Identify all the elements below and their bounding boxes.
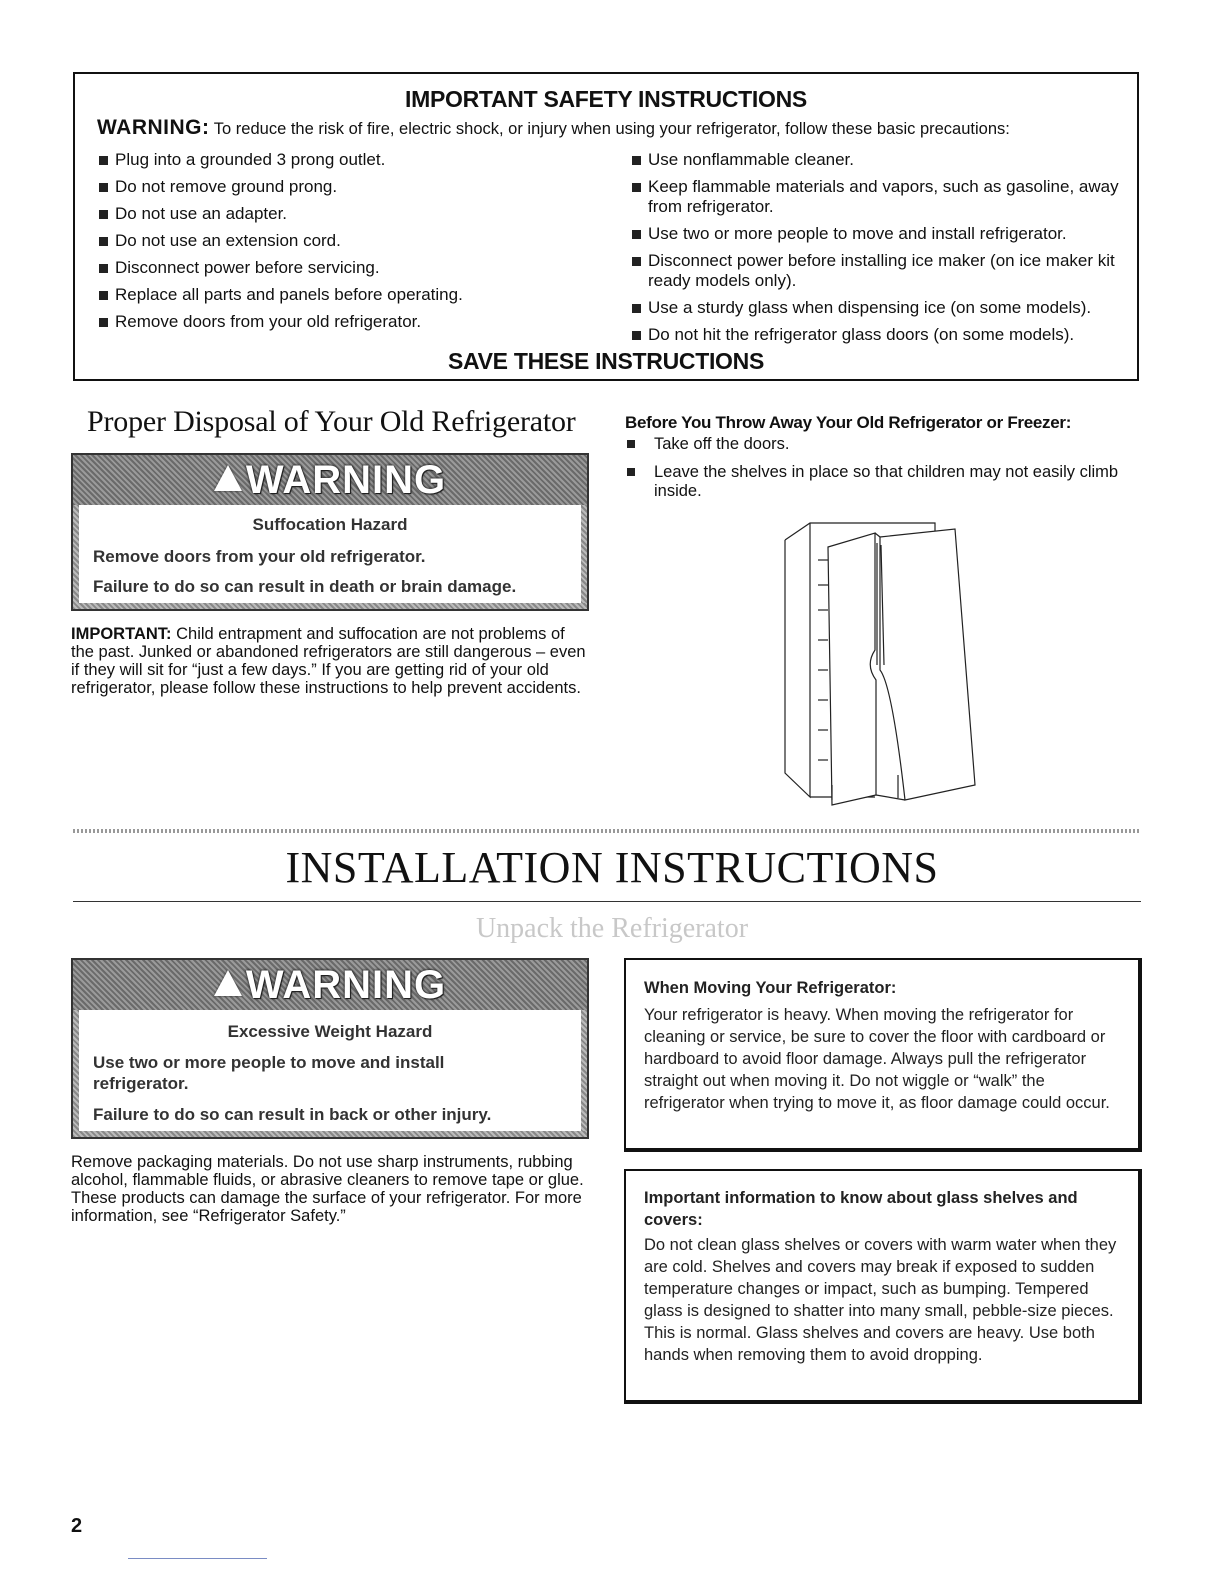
list-item: Take off the doors. [627, 435, 1137, 454]
bullet-square-icon [99, 183, 108, 192]
list-item: Do not use an extension cord. [97, 231, 617, 251]
bullet-square-icon [99, 237, 108, 246]
title-rule [73, 901, 1141, 902]
warning-banner [73, 455, 587, 505]
glass-title: Important information to know about glass shelves and covers: [644, 1189, 1078, 1229]
safety-left-list [97, 150, 617, 339]
bullet-square-icon [99, 291, 108, 300]
warning-banner-text: WARNING [245, 962, 447, 1007]
moving-title: When Moving Your Refrigerator: [644, 979, 897, 997]
glass-body: Do not clean glass shelves or covers with warm water when they are cold. Shelves and covers may break if exposed to sudden temperature changes or impact, such as bumping. Tempered glass is designed to shatter into many small, pebble-size pieces. This is normal. Glass shelves and covers are heavy. Use both hands when removing them to avoid dropping. [644, 1236, 1117, 1364]
bullet-square-icon [632, 304, 641, 313]
bullet-square-icon [632, 331, 641, 340]
hazard-title: Suffocation Hazard [252, 515, 408, 534]
warning-line-1: Remove doors from your old refrigerator. [93, 547, 426, 566]
list-item: Use two or more people to move and install refrigerator. [630, 224, 1140, 244]
list-item: Replace all parts and panels before operating. [97, 285, 617, 305]
moving-body: Your refrigerator is heavy. When moving the refrigerator for cleaning or service, be sure to cover the floor with cardboard or hardboard to avoid floor damage. Always pull the refrigerator straight out when moving it. Do not wiggle or “walk” the refrigerator when trying to move it, as floor damage could occur. [644, 1006, 1110, 1112]
list-item: Do not use an adapter. [97, 204, 617, 224]
bullet-square-icon [99, 210, 108, 219]
warning-line-1: Use two or more people to move and install refrigerator. [93, 1053, 445, 1093]
list-item: Leave the shelves in place so that children may not easily climb inside. [627, 463, 1137, 501]
bullet-square-icon [632, 257, 641, 266]
bullet-square-icon [632, 183, 641, 192]
list-item: Disconnect power before servicing. [97, 258, 617, 278]
list-item: Keep flammable materials and vapors, such as gasoline, away from refrigerator. [630, 177, 1140, 217]
warning-line-2: Failure to do so can result in death or brain damage. [93, 577, 517, 596]
bullet-square-icon [99, 156, 108, 165]
glass-shelves-box [624, 1169, 1142, 1404]
bullet-square-icon [627, 468, 635, 476]
warning-text: To reduce the risk of fire, electric shock, or injury when using your refrigerator, follow these basic precautions: [213, 120, 1010, 138]
safety-warning-line [97, 116, 1010, 140]
bullet-square-icon [632, 156, 641, 165]
safety-right-list [630, 150, 1140, 352]
disposal-heading: Proper Disposal of Your Old Refrigerator [87, 405, 576, 438]
bullet-square-icon [627, 440, 635, 448]
footer-rule [128, 1558, 267, 1559]
safety-title: IMPORTANT SAFETY INSTRUCTIONS [405, 86, 807, 112]
list-item: Plug into a grounded 3 prong outlet. [97, 150, 617, 170]
list-item: Do not hit the refrigerator glass doors (on some models). [630, 325, 1140, 345]
bullet-square-icon [99, 318, 108, 327]
installation-title: INSTALLATION INSTRUCTIONS [285, 843, 939, 892]
before-throw-away-heading: Before You Throw Away Your Old Refrigerator or Freezer: [625, 413, 1072, 432]
page-number: 2 [71, 1515, 83, 1537]
important-text: Child entrapment and suffocation are not problems of the past. Junked or abandoned refrigerators are still dangerous – even if they will sit for “just a few days.” If you are getting rid of your old refrigerator, please follow these instructions to help prevent accidents. [71, 625, 586, 697]
warning-banner [73, 960, 587, 1010]
remove-packaging-paragraph: Remove packaging materials. Do not use sharp instruments, rubbing alcohol, flammable fluids, or abrasive cleaners to remove tape or glue. These products can damage the surface of your refrigerator. For more information, see “Refrigerator Safety.” [71, 1153, 584, 1225]
save-instructions-heading: SAVE THESE INSTRUCTIONS [448, 348, 764, 374]
warning-triangle-icon [214, 970, 242, 996]
section-divider [73, 829, 1141, 833]
weight-warning-box [71, 958, 589, 1139]
hazard-title: Excessive Weight Hazard [227, 1022, 433, 1041]
unpack-heading: Unpack the Refrigerator [475, 913, 749, 944]
important-label: IMPORTANT: [71, 625, 172, 643]
refrigerator-doors-removed-illustration [780, 515, 980, 810]
bullet-square-icon [99, 264, 108, 273]
moving-refrigerator-box [624, 958, 1142, 1152]
list-item: Disconnect power before installing ice maker (on ice maker kit ready models only). [630, 251, 1140, 291]
important-paragraph [71, 625, 591, 697]
list-item: Use nonflammable cleaner. [630, 150, 1140, 170]
before-throw-away-list [627, 435, 1137, 510]
bullet-square-icon [632, 230, 641, 239]
warning-label: WARNING: [97, 116, 210, 139]
suffocation-warning-box [71, 453, 589, 611]
list-item: Use a sturdy glass when dispensing ice (on some models). [630, 298, 1140, 318]
list-item: Remove doors from your old refrigerator. [97, 312, 617, 332]
warning-triangle-icon [214, 465, 242, 491]
list-item: Do not remove ground prong. [97, 177, 617, 197]
warning-line-2: Failure to do so can result in back or other injury. [93, 1105, 492, 1124]
safety-instructions-box [73, 72, 1139, 381]
warning-banner-text: WARNING [245, 457, 447, 502]
